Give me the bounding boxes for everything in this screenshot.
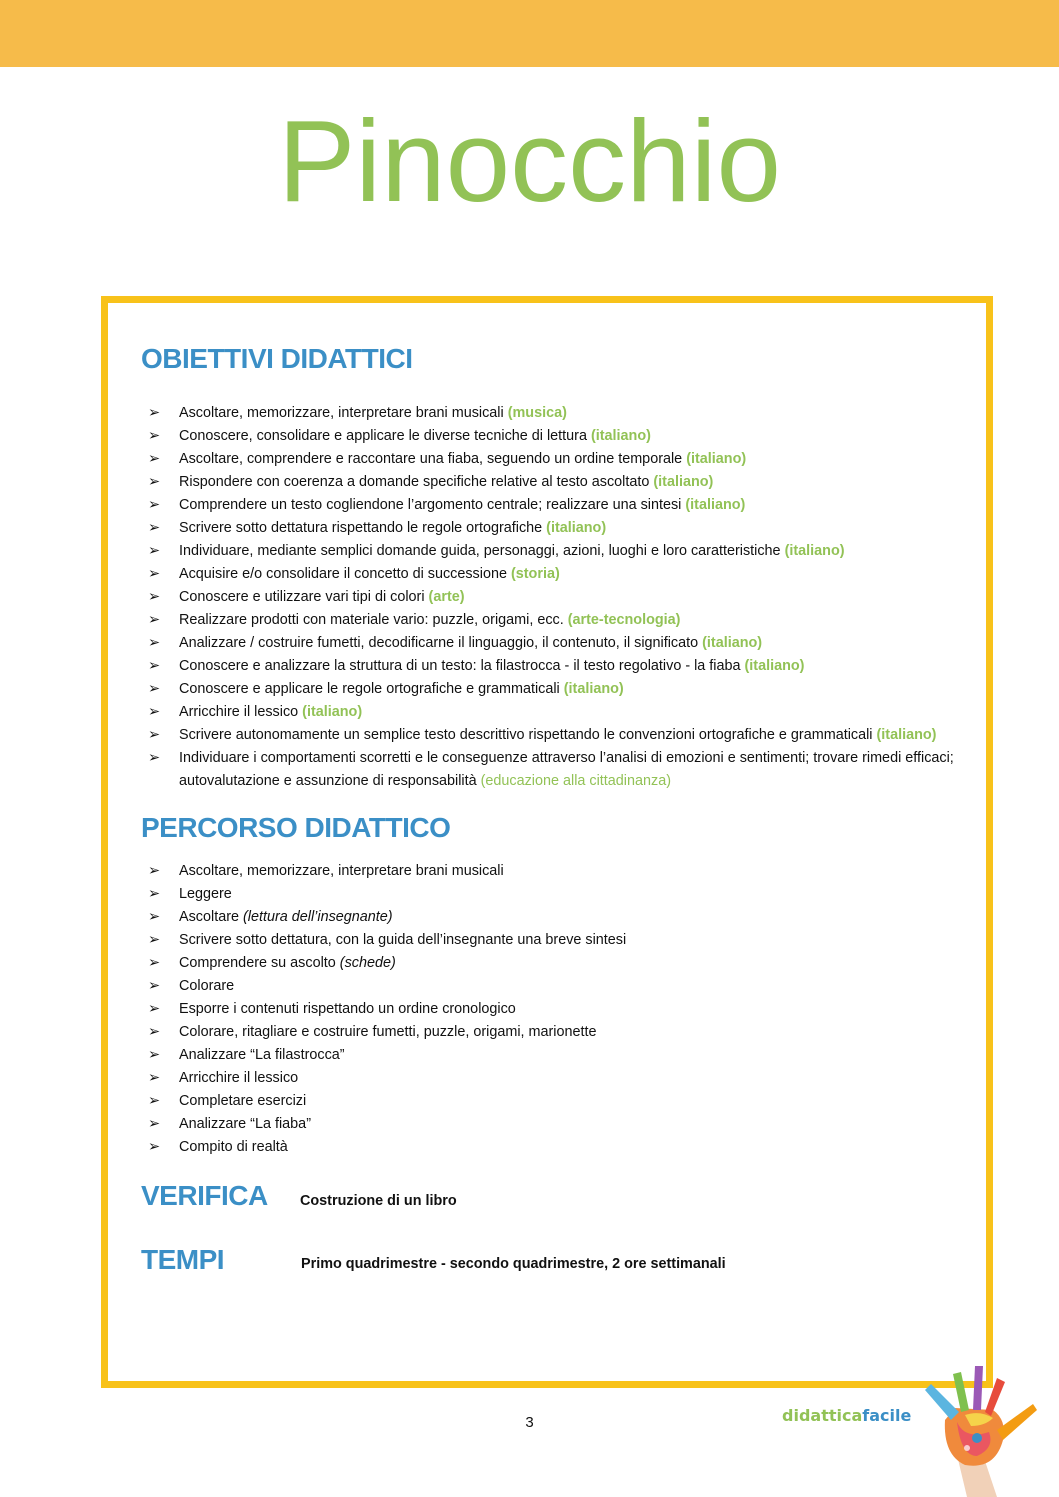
subject-tag: (arte-tecnologia)	[567, 612, 681, 628]
subject-tag: (italiano)	[590, 428, 651, 444]
list-item: ➢ Analizzare / costruire fumetti, decodificarne il linguaggio, il contenuto, il significato (italiano)	[148, 632, 954, 655]
arrow-bullet-icon: ➢	[148, 1116, 161, 1132]
list-item: ➢ Analizzare “La filastrocca”	[148, 1044, 626, 1067]
list-item: ➢ Acquisire e/o consolidare il concetto di successione (storia)	[148, 563, 954, 586]
list-item: ➢ Ascoltare, memorizzare, interpretare brani musicali	[148, 860, 626, 883]
list-item: ➢ Scrivere autonomamente un semplice testo descrittivo rispettando le convenzioni ortografiche e grammaticali (italiano)	[148, 724, 954, 747]
tempi-text: Primo quadrimestre - secondo quadrimestre, 2 ore settimanali	[301, 1256, 726, 1272]
subject-tag: (storia)	[510, 566, 560, 582]
list-item: ➢ Arricchire il lessico	[148, 1067, 626, 1090]
subject-tag: (italiano)	[784, 543, 845, 559]
arrow-bullet-icon: ➢	[148, 863, 161, 879]
list-item: ➢ Analizzare “La fiaba”	[148, 1113, 626, 1136]
arrow-bullet-icon: ➢	[148, 543, 161, 559]
subject-tag: (italiano)	[686, 451, 747, 467]
list-item: ➢ Arricchire il lessico (italiano)	[148, 701, 954, 724]
arrow-bullet-icon: ➢	[148, 1047, 161, 1063]
list-item: ➢ Ascoltare, memorizzare, interpretare brani musicali (musica)	[148, 402, 954, 425]
list-item: ➢ Scrivere sotto dettatura rispettando le regole ortografiche (italiano)	[148, 517, 954, 540]
arrow-bullet-icon: ➢	[148, 1093, 161, 1109]
arrow-bullet-icon: ➢	[148, 886, 161, 902]
arrow-bullet-icon: ➢	[148, 750, 161, 766]
top-color-band	[0, 0, 1059, 67]
arrow-bullet-icon: ➢	[148, 727, 161, 743]
subject-tag: (italiano)	[685, 497, 746, 513]
list-item: ➢ Comprendere un testo cogliendone l’argomento centrale; realizzare una sintesi (italiano)	[148, 494, 954, 517]
obiettivi-heading: OBIETTIVI DIDATTICI	[141, 343, 413, 374]
arrow-bullet-icon: ➢	[148, 978, 161, 994]
list-item: ➢ Conoscere, consolidare e applicare le diverse tecniche di lettura (italiano)	[148, 425, 954, 448]
list-item: ➢ Colorare, ritagliare e costruire fumetti, puzzle, origami, marionette	[148, 1021, 626, 1044]
list-item: ➢ Conoscere e analizzare la struttura di un testo: la filastrocca - il testo regolativo - la fiaba (italiano)	[148, 655, 954, 678]
brand-logo: didatticafacile	[782, 1406, 912, 1425]
subject-tag: (italiano)	[302, 704, 363, 720]
list-item: ➢ Leggere	[148, 883, 626, 906]
list-item: ➢ Esporre i contenuti rispettando un ordine cronologico	[148, 998, 626, 1021]
arrow-bullet-icon: ➢	[148, 1139, 161, 1155]
arrow-bullet-icon: ➢	[148, 1024, 161, 1040]
subject-tag: (musica)	[507, 405, 567, 421]
verifica-text: Costruzione di un libro	[300, 1193, 457, 1209]
arrow-bullet-icon: ➢	[148, 428, 161, 444]
arrow-bullet-icon: ➢	[148, 932, 161, 948]
tempi-heading: TEMPI	[141, 1244, 225, 1275]
arrow-bullet-icon: ➢	[148, 955, 161, 971]
arrow-bullet-icon: ➢	[148, 909, 161, 925]
list-item: ➢ Individuare, mediante semplici domande guida, personaggi, azioni, luoghi e loro caratteristiche (italiano)	[148, 540, 954, 563]
list-item: ➢ Completare esercizi	[148, 1090, 626, 1113]
list-item: ➢ Individuare i comportamenti scorretti e le conseguenze attraverso l’analisi di emozioni e sentimenti; trovare rimedi efficaci; autovalutazione e assunzione di responsabilità (educazione alla cittadinanza)	[148, 747, 954, 793]
subject-tag: (italiano)	[876, 727, 937, 743]
percorso-list	[148, 860, 626, 1159]
subject-tag: (italiano)	[653, 474, 714, 490]
subject-tag: (italiano)	[702, 635, 763, 651]
arrow-bullet-icon: ➢	[148, 635, 161, 651]
page-number: 3	[525, 1414, 534, 1431]
arrow-bullet-icon: ➢	[148, 658, 161, 674]
subject-tag: (italiano)	[546, 520, 607, 536]
list-item: ➢ Colorare	[148, 975, 626, 998]
subject-tag: (arte)	[428, 589, 465, 605]
list-item: ➢ Ascoltare (lettura dell’insegnante)	[148, 906, 626, 929]
arrow-bullet-icon: ➢	[148, 612, 161, 628]
list-item: ➢ Conoscere e applicare le regole ortografiche e grammaticali (italiano)	[148, 678, 954, 701]
subject-tag: (educazione alla cittadinanza)	[480, 773, 672, 789]
verifica-heading: VERIFICA	[141, 1180, 268, 1211]
percorso-heading: PERCORSO DIDATTICO	[141, 812, 451, 843]
arrow-bullet-icon: ➢	[148, 566, 161, 582]
list-item: ➢ Compito di realtà	[148, 1136, 626, 1159]
list-item: ➢ Scrivere sotto dettatura, con la guida dell’insegnante una breve sintesi	[148, 929, 626, 952]
arrow-bullet-icon: ➢	[148, 520, 161, 536]
list-item: ➢ Realizzare prodotti con materiale vario: puzzle, origami, ecc. (arte-tecnologia)	[148, 609, 954, 632]
arrow-bullet-icon: ➢	[148, 451, 161, 467]
subject-tag: (italiano)	[744, 658, 805, 674]
arrow-bullet-icon: ➢	[148, 704, 161, 720]
page-title: Pinocchio	[278, 96, 781, 226]
arrow-bullet-icon: ➢	[148, 1001, 161, 1017]
obiettivi-list	[148, 402, 954, 793]
arrow-bullet-icon: ➢	[148, 405, 161, 421]
list-item: ➢ Rispondere con coerenza a domande specifiche relative al testo ascoltato (italiano)	[148, 471, 954, 494]
list-item: ➢ Ascoltare, comprendere e raccontare una fiaba, seguendo un ordine temporale (italiano)	[148, 448, 954, 471]
list-item: ➢ Comprendere su ascolto (schede)	[148, 952, 626, 975]
arrow-bullet-icon: ➢	[148, 1070, 161, 1086]
arrow-bullet-icon: ➢	[148, 589, 161, 605]
painted-hand-icon	[905, 1360, 1045, 1497]
subject-tag: (italiano)	[563, 681, 624, 697]
arrow-bullet-icon: ➢	[148, 681, 161, 697]
list-item: ➢ Conoscere e utilizzare vari tipi di colori (arte)	[148, 586, 954, 609]
arrow-bullet-icon: ➢	[148, 474, 161, 490]
arrow-bullet-icon: ➢	[148, 497, 161, 513]
